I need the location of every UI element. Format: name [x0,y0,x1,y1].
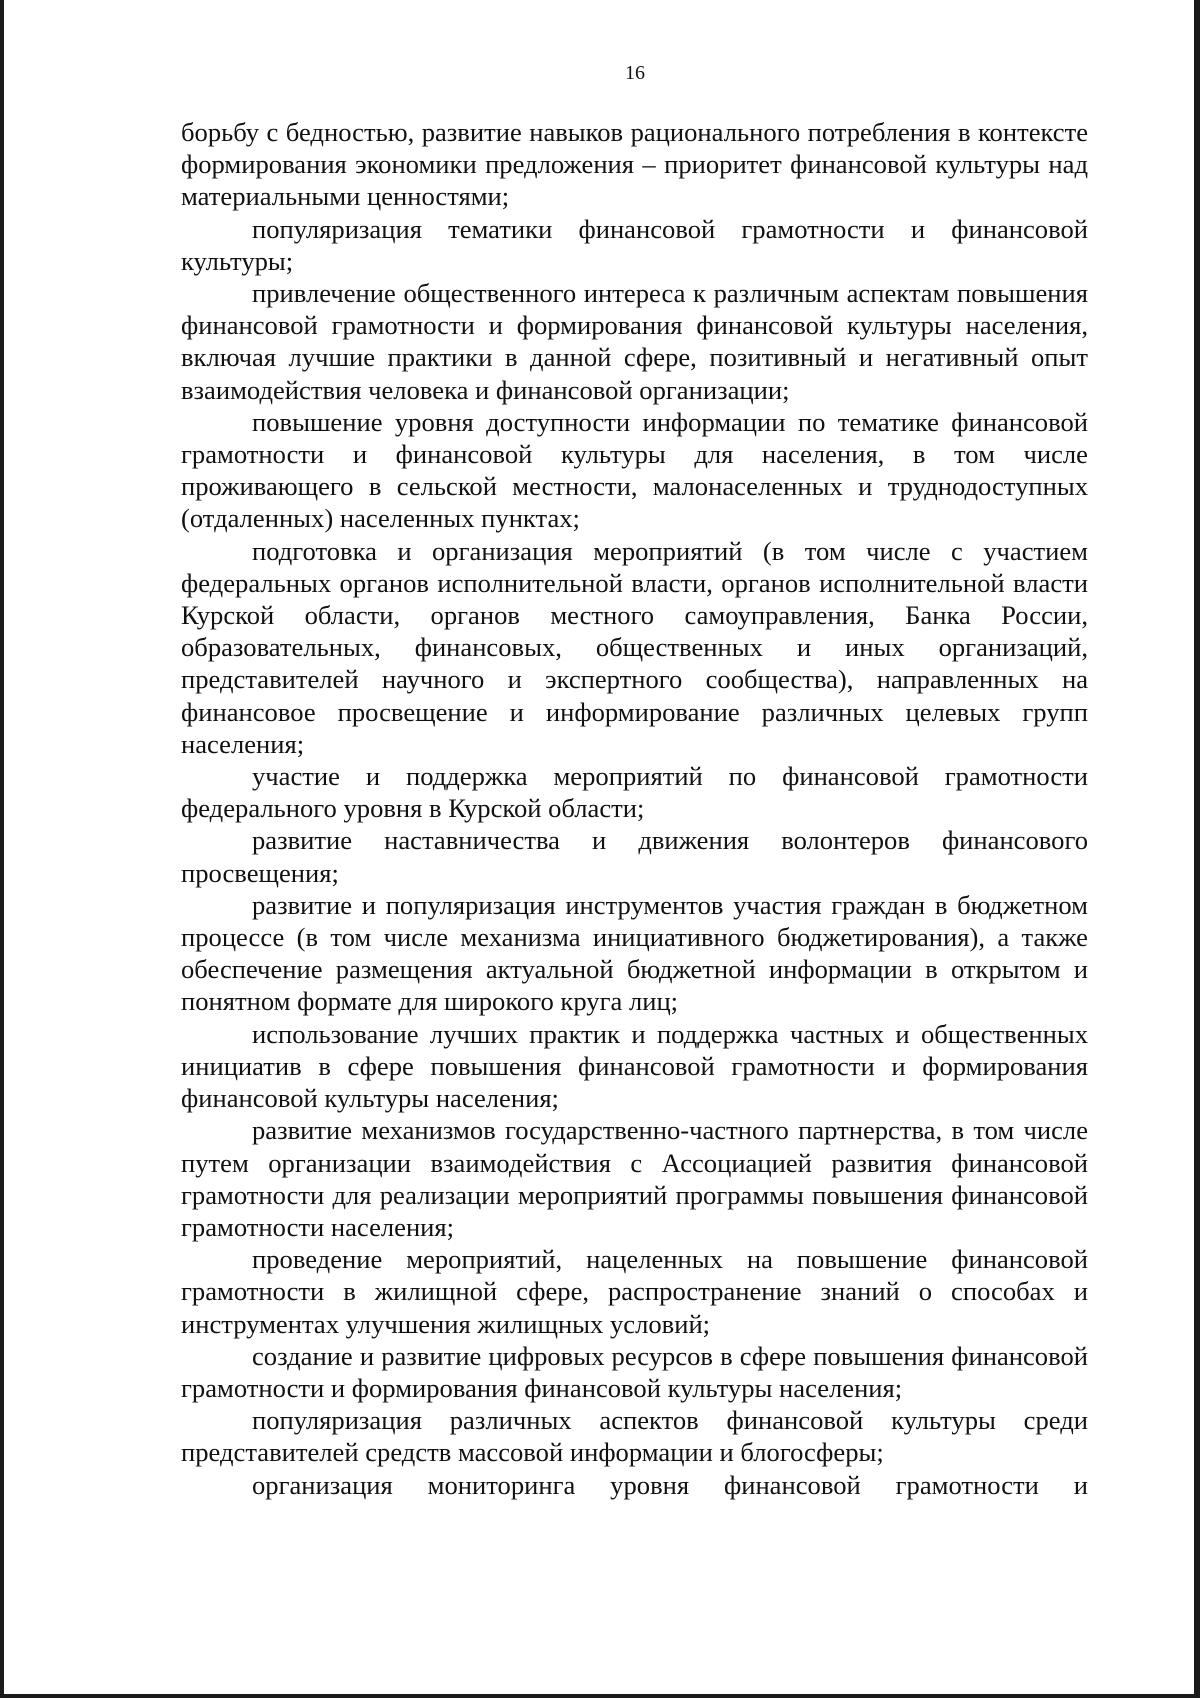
paragraph-public-private: развитие механизмов государственно-частного партнерства, в том числе путем организации взаимодействия с Ассоциацией развития финансовой грамотности для реализации мероприятий программы повышения финансовой грамотности населения; [181,1115,1088,1242]
paragraph-media: популяризация различных аспектов финансовой культуры среди представителей средств массовой информации и блогосферы; [181,1405,1088,1468]
paragraph-mentoring: развитие наставничества и движения волонтеров финансового просвещения; [181,825,1088,888]
scan-left-edge [0,0,4,1698]
scan-bottom-edge [0,1694,1200,1698]
scan-right-edge [1194,0,1200,1698]
paragraph-popularization: популяризация тематики финансовой грамотности и финансовой культуры; [181,213,1088,276]
paragraph-housing: проведение мероприятий, нацеленных на повышение финансовой грамотности в жилищной сфере, распространение знаний о способах и инструментах улучшения жилищных условий; [181,1244,1088,1339]
paragraph-budget-process: развитие и популяризация инструментов участия граждан в бюджетном процессе (в том числе механизма инициативного бюджетирования), а также обеспечение размещения актуальной бюджетной информации в открытом и понятном формате для широкого круга лиц; [181,889,1088,1017]
paragraph-poverty: борьбу с бедностью, развитие навыков рационального потребления в контексте формирования экономики предложения – приоритет финансовой культуры над материальными ценностями; [181,117,1088,212]
paragraph-digital-resources: создание и развитие цифровых ресурсов в сфере повышения финансовой грамотности и формирования финансовой культуры населения; [181,1340,1088,1403]
document-body [181,116,1088,1501]
paragraph-events: подготовка и организация мероприятий (в том числе с участием федеральных органов исполнительной власти, органов исполнительной власти Курской области, органов местного самоуправления, Банка России, образовательных, финансовых, общественных и иных организаций, представителей научного и экспертного сообщества), направленных на финансовое просвещение и информирование различных целевых групп населения; [181,535,1088,759]
paragraph-best-practices: использование лучших практик и поддержка частных и общественных инициатив в сфере повышения финансовой грамотности и формирования финансовой культуры населения; [181,1018,1088,1114]
paragraph-accessibility: повышение уровня доступности информации по тематике финансовой грамотности и финансовой культуры для населения, в том числе проживающего в сельской местности, малонаселенных и труднодоступных (отдаленных) населенных пунктах; [181,406,1088,534]
paragraph-federal-events: участие и поддержка мероприятий по финансовой грамотности федерального уровня в Курской области; [181,761,1088,824]
paragraph-monitoring: организация мониторинга уровня финансовой грамотности и [252,1469,1088,1500]
page-number: 16 [625,62,645,84]
paragraph-public-interest: привлечение общественного интереса к различным аспектам повышения финансовой грамотности и формирования финансовой культуры населения, включая лучшие практики в данной сфере, позитивный и негативный опыт взаимодействия человека и финансовой организации; [181,278,1088,405]
